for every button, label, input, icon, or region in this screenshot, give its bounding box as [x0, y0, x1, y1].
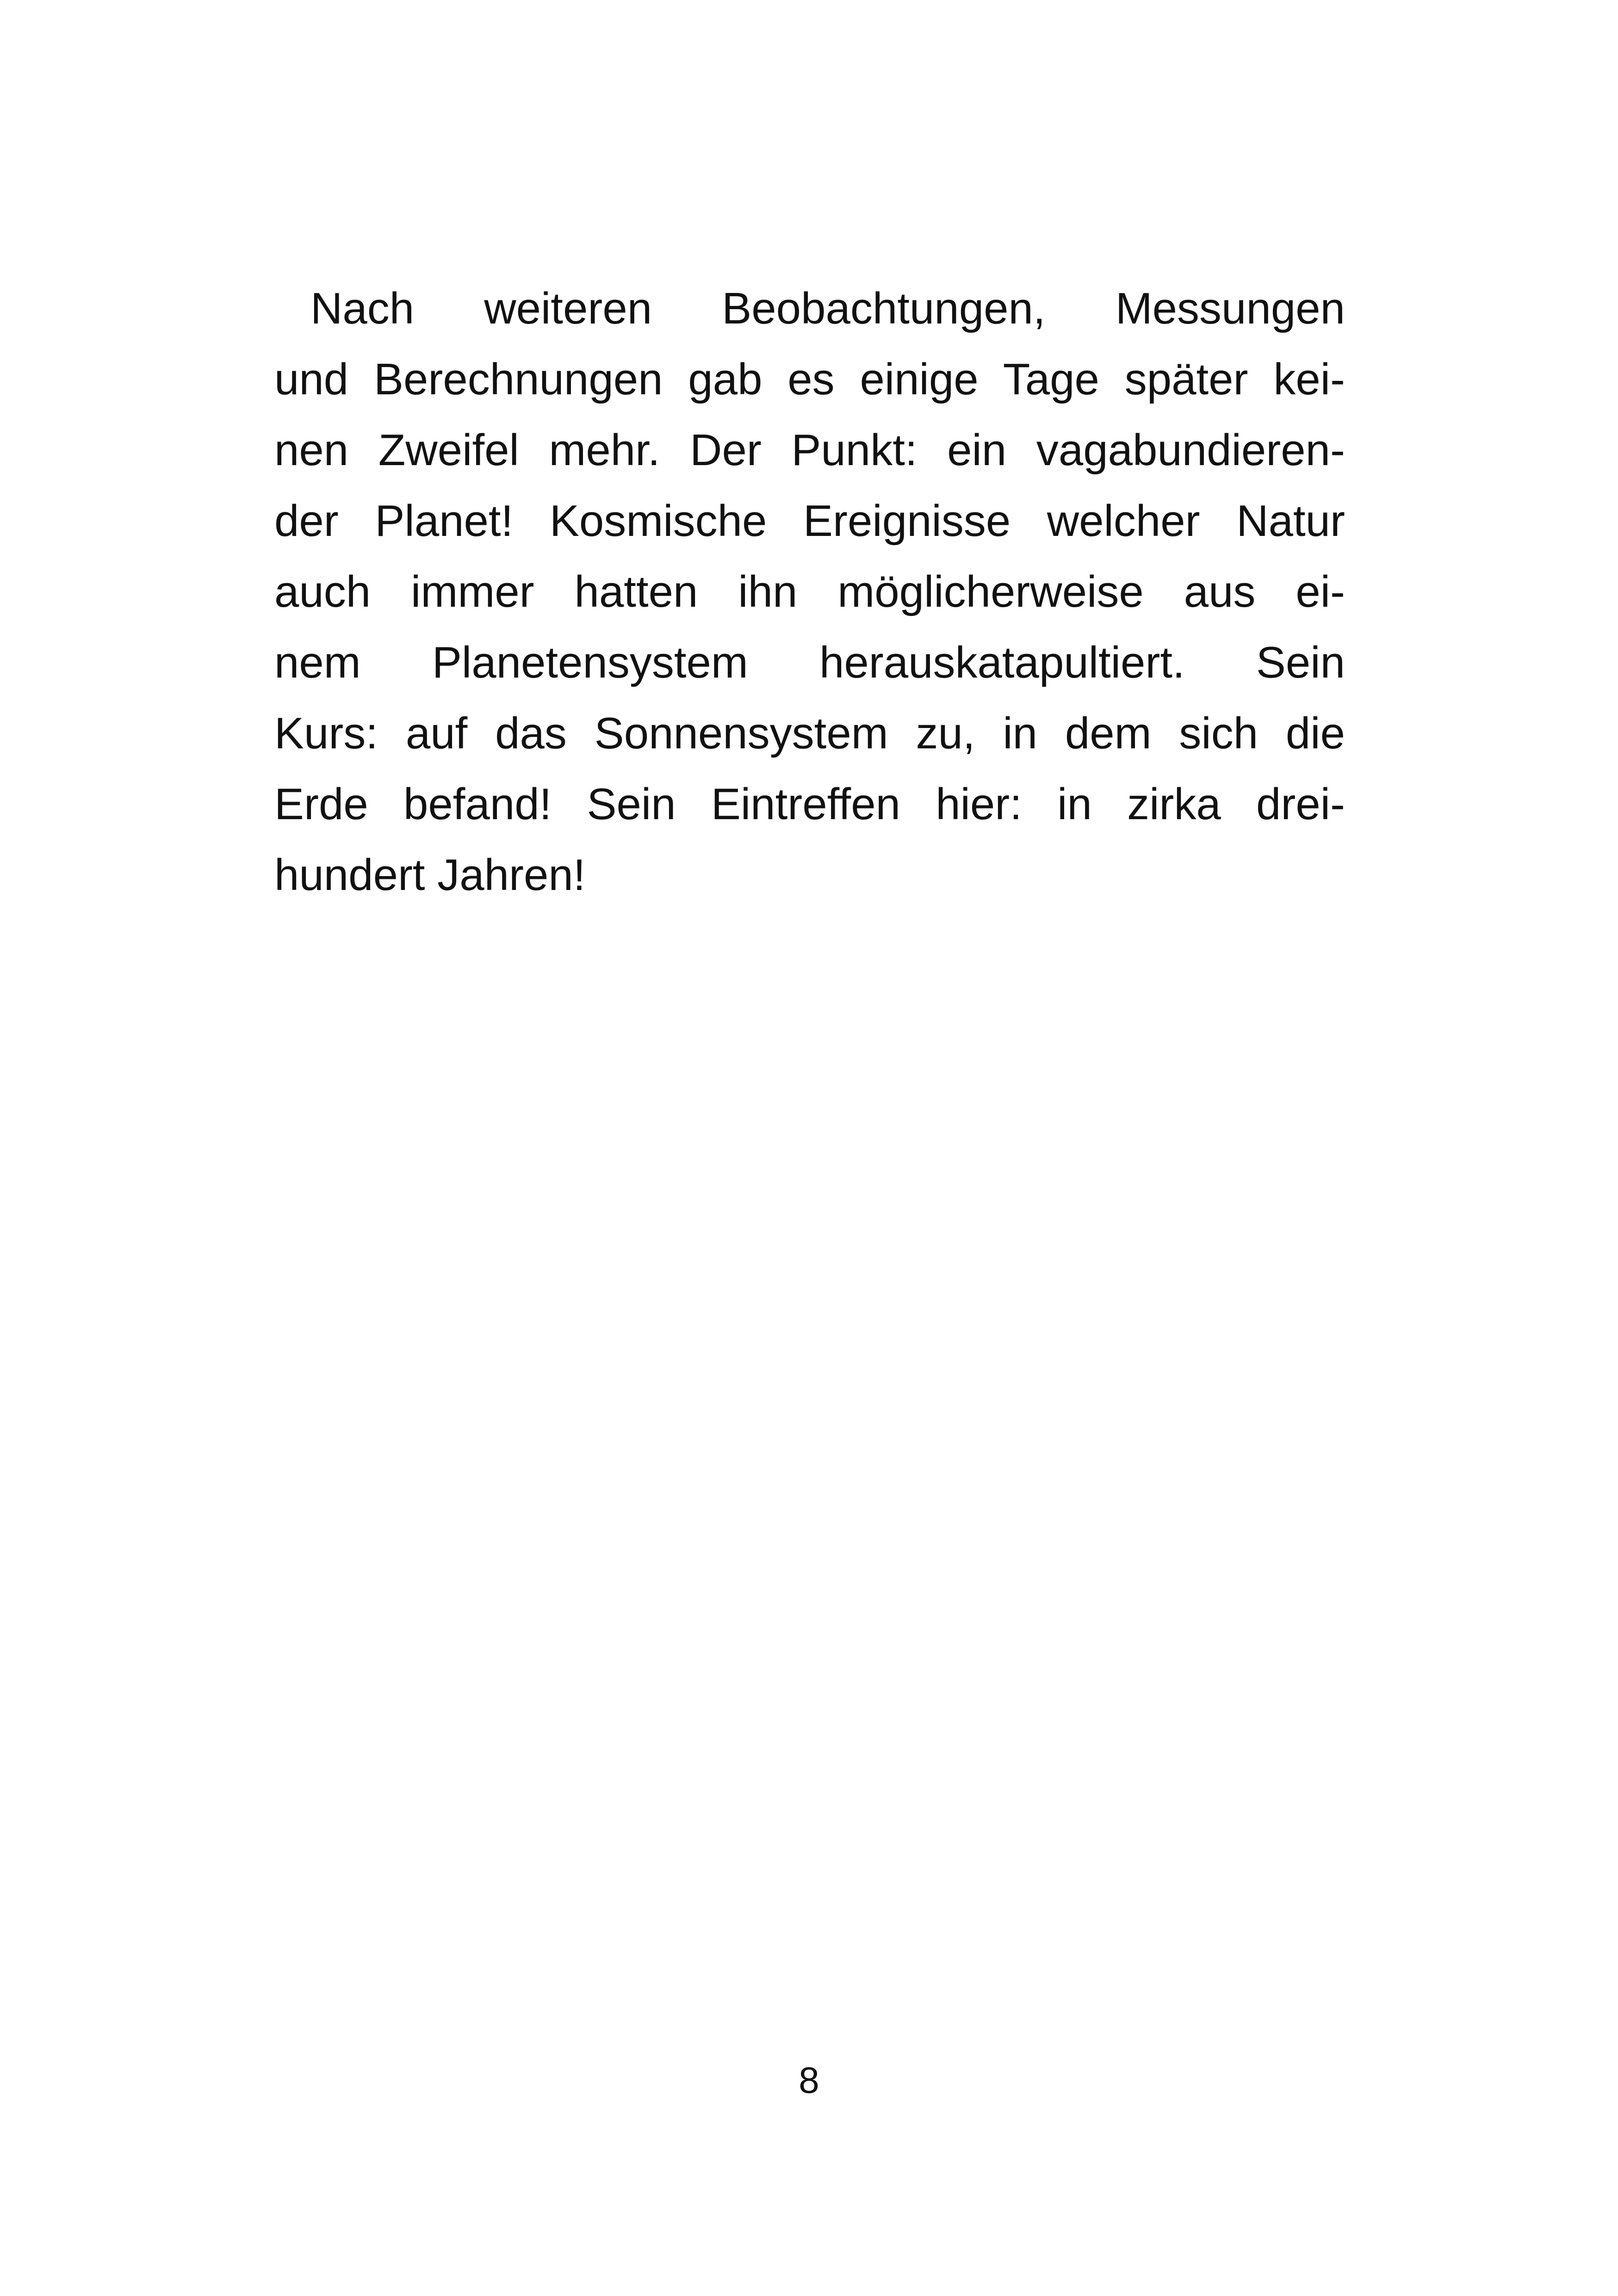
- paragraph-line-6: nem Planetensystem herauskatapultiert. Sein: [274, 638, 1345, 687]
- paragraph-line-3: nen Zweifel mehr. Der Punkt: ein vagabundieren-: [274, 425, 1345, 475]
- paragraph-line-4: der Planet! Kosmische Ereignisse welcher Natur: [274, 496, 1345, 546]
- paragraph-line-7: Kurs: auf das Sonnensystem zu, in dem sich die: [274, 709, 1345, 758]
- paragraph-line-9: hundert Jahren!: [274, 850, 586, 900]
- paragraph-line-8: Erde befand! Sein Eintreffen hier: in zirka drei-: [274, 779, 1345, 829]
- page-number: 8: [799, 2060, 819, 2101]
- body-paragraph: [274, 273, 1345, 910]
- paragraph-line-5: auch immer hatten ihn möglicherweise aus ei-: [274, 567, 1345, 616]
- paragraph-line-2: und Berechnungen gab es einige Tage später kei-: [274, 355, 1345, 404]
- paragraph-line-1: Nach weiteren Beobachtungen, Messungen: [310, 284, 1345, 333]
